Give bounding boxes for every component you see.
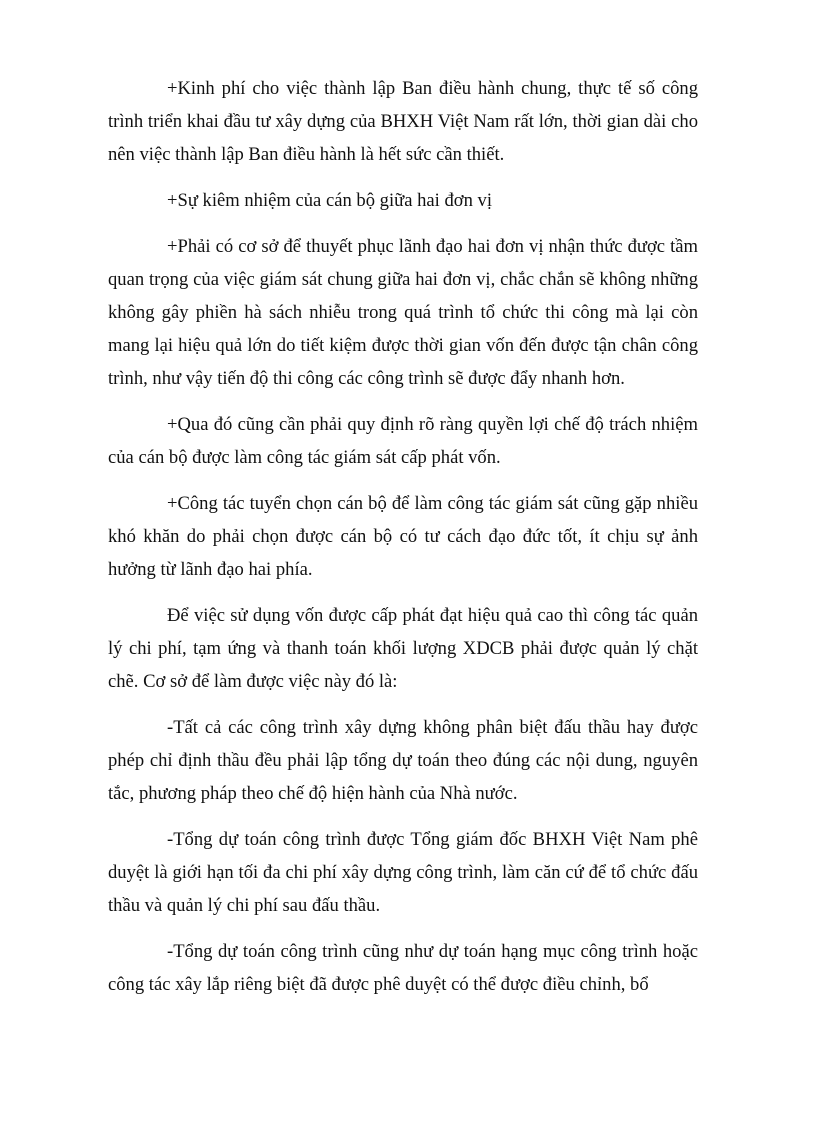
- paragraph-quyen-loi: +Qua đó cũng cần phải quy định rõ ràng quyền lợi chế độ trách nhiệm của cán bộ được làm công tác giám sát cấp phát vốn.: [108, 414, 698, 468]
- paragraph-tuyen-chon: +Công tác tuyển chọn cán bộ để làm công tác giám sát cũng gặp nhiều khó khăn do phải chọn được cán bộ có tư cách đạo đức tốt, ít chịu sự ảnh hưởng từ lãnh đạo hai phía.: [108, 493, 698, 580]
- paragraph-tong-du-toan-phe-duyet: -Tổng dự toán công trình được Tổng giám đốc BHXH Việt Nam phê duyệt là giới hạn tối đa chi phí xây dựng công trình, làm căn cứ để tổ chức đấu thầu và quản lý chi phí sau đấu thầu.: [108, 829, 698, 916]
- page-body: [108, 72, 698, 1014]
- paragraph-tong-du-toan-lap: -Tất cả các công trình xây dựng không phân biệt đấu thầu hay được phép chỉ định thầu đều phải lập tổng dự toán theo đúng các nội dung, nguyên tắc, phương pháp theo chế độ hiện hành của Nhà nước.: [108, 717, 698, 804]
- paragraph-thuyet-phuc: +Phải có cơ sở để thuyết phục lãnh đạo hai đơn vị nhận thức được tầm quan trọng của việc giám sát chung giữa hai đơn vị, chắc chắn sẽ không những không gây phiền hà sách nhiễu trong quá trình tổ chức thi công mà lại còn mang lại hiệu quả lớn do tiết kiệm được thời gian vốn đến được tận chân công trình, như vậy tiến độ thi công các công trình sẽ được đẩy nhanh hơn.: [108, 236, 698, 389]
- paragraph-kiem-nhiem: +Sự kiêm nhiệm của cán bộ giữa hai đơn vị: [167, 190, 492, 211]
- paragraph-dieu-chinh: -Tổng dự toán công trình cũng như dự toán hạng mục công trình hoặc công tác xây lắp riêng biệt đã được phê duyệt có thể được điều chỉnh, bổ: [108, 941, 698, 995]
- paragraph-hieu-qua: Để việc sử dụng vốn được cấp phát đạt hiệu quả cao thì công tác quản lý chi phí, tạm ứng và thanh toán khối lượng XDCB phải được quản lý chặt chẽ. Cơ sở để làm được việc này đó là:: [108, 605, 698, 692]
- paragraph-kinh-phi: +Kinh phí cho việc thành lập Ban điều hành chung, thực tế số công trình triển khai đầu tư xây dựng của BHXH Việt Nam rất lớn, thời gian dài cho nên việc thành lập Ban điều hành là hết sức cần thiết.: [108, 78, 698, 165]
